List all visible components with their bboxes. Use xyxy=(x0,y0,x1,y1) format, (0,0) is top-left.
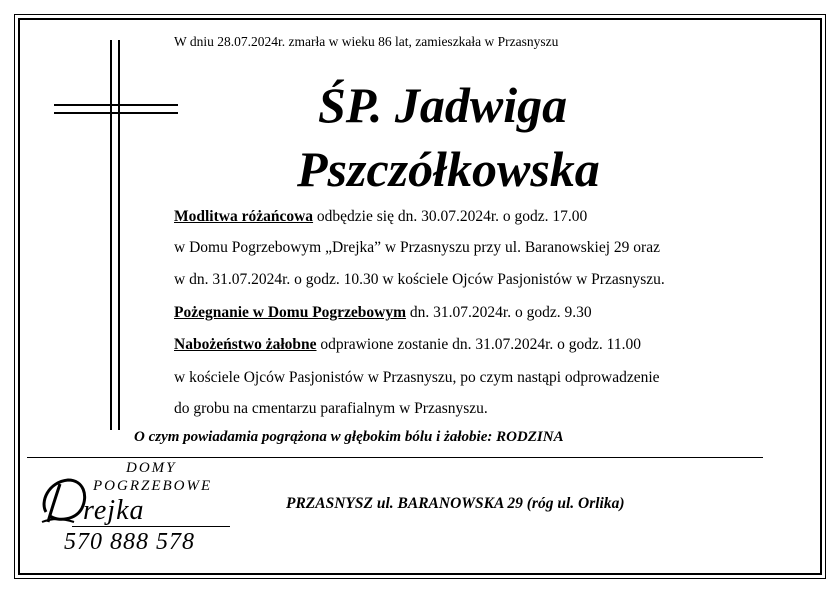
logo-pogrzebowe-text: POGRZEBOWE xyxy=(93,478,213,494)
rosary-line xyxy=(174,208,587,226)
funeral-home-address: PRZASNYSZ ul. BARANOWSKA 29 (róg ul. Orlika) xyxy=(286,495,625,512)
farewell-details: dn. 31.07.2024r. o godz. 9.30 xyxy=(406,304,592,321)
mass-line xyxy=(174,336,641,354)
mass-location-line: w kościele Ojców Pasjonistów w Przasnyszu, po czym nastąpi odprowadzenie xyxy=(174,369,660,386)
separator-line xyxy=(27,457,763,458)
phone-number: 570 888 578 xyxy=(64,529,195,555)
rosary-label: Modlitwa różańcowa xyxy=(174,208,314,225)
second-day-line: w dn. 31.07.2024r. o godz. 10.30 w kościele Ojców Pasjonistów w Przasnyszu. xyxy=(174,271,665,288)
logo-underline xyxy=(72,526,230,527)
deceased-name-line1: ŚP. Jadwiga xyxy=(318,77,568,133)
rosary-details: odbędzie się dn. 30.07.2024r. o godz. 17.00 xyxy=(313,208,588,225)
mass-details: odprawione zostanie dn. 31.07.2024r. o godz. 11.00 xyxy=(316,336,641,353)
logo-drejka-text: rejka xyxy=(83,495,145,526)
deceased-name-line2: Pszczółkowska xyxy=(297,141,600,197)
burial-line: do grobu na cmentarzu parafialnym w Przasnyszu. xyxy=(174,400,488,417)
logo-domy-text: DOMY xyxy=(126,460,177,476)
farewell-line xyxy=(174,304,592,322)
mass-label: Nabożeństwo żałobne xyxy=(174,336,317,353)
rosary-location-line: w Domu Pogrzebowym „Drejka” w Przasnyszu przy ul. Baranowskiej 29 oraz xyxy=(174,239,660,256)
cross-icon xyxy=(54,40,178,430)
farewell-label: Pożegnanie w Domu Pogrzebowym xyxy=(174,304,407,321)
death-notice-intro: W dniu 28.07.2024r. zmarła w wieku 86 lat, zamieszkała w Przasnyszu xyxy=(174,34,559,49)
family-announcement: O czym powiadamia pogrążona w głębokim bólu i żałobie: RODZINA xyxy=(134,429,564,445)
